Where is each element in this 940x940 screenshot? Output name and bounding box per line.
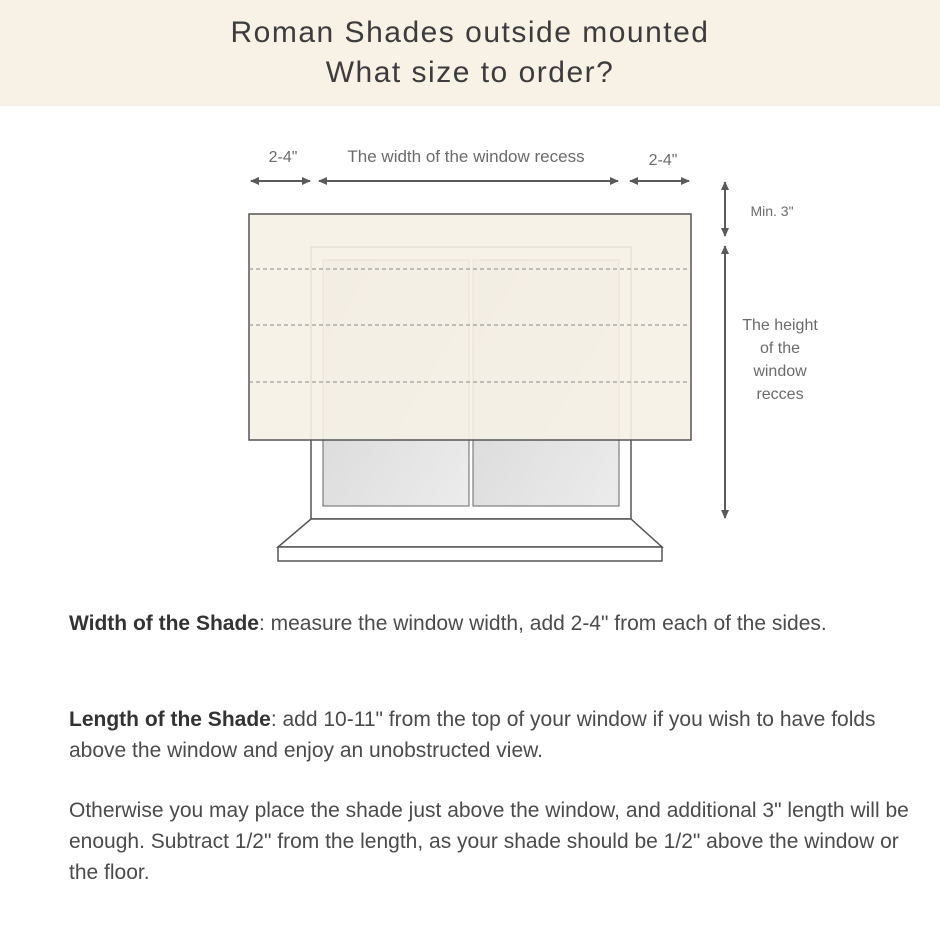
window-sill-front [278,547,662,561]
length-heading: Length of the Shade [69,708,271,731]
shade-panel [249,214,691,440]
height-label-line: recces [756,386,804,403]
title-line-1: Roman Shades outside mounted [230,16,710,49]
right-margin-label: 2-4" [648,152,678,169]
otherwise-instruction: Otherwise you may place the shade just above the window, and additional 3" length will be enough. Subtract 1/2" from the length, as your shade should be 1/2" above the window or the floor. [69,799,909,884]
left-margin-label: 2-4" [268,149,298,166]
shade-measurement-diagram [0,106,940,596]
height-label-line: The height [742,317,818,334]
roman-shade [249,214,691,440]
height-label-line: of the [759,340,801,357]
window-width-label: The width of the window recess [347,147,585,166]
header-banner [0,0,940,106]
height-label-line: window [753,363,807,380]
width-heading: Width of the Shade [69,612,259,635]
length-instruction [69,704,909,766]
length-text: : add 10-11" from the top of your window if you wish to have folds above the window and enjoy an unobstructed view. [69,708,876,762]
window-sill [278,519,662,547]
width-instruction [69,608,909,639]
min-top-label: Min. 3" [750,203,794,219]
title-line-2: What size to order? [325,56,615,89]
width-text: : measure the window width, add 2-4" from each of the sides. [258,612,827,635]
